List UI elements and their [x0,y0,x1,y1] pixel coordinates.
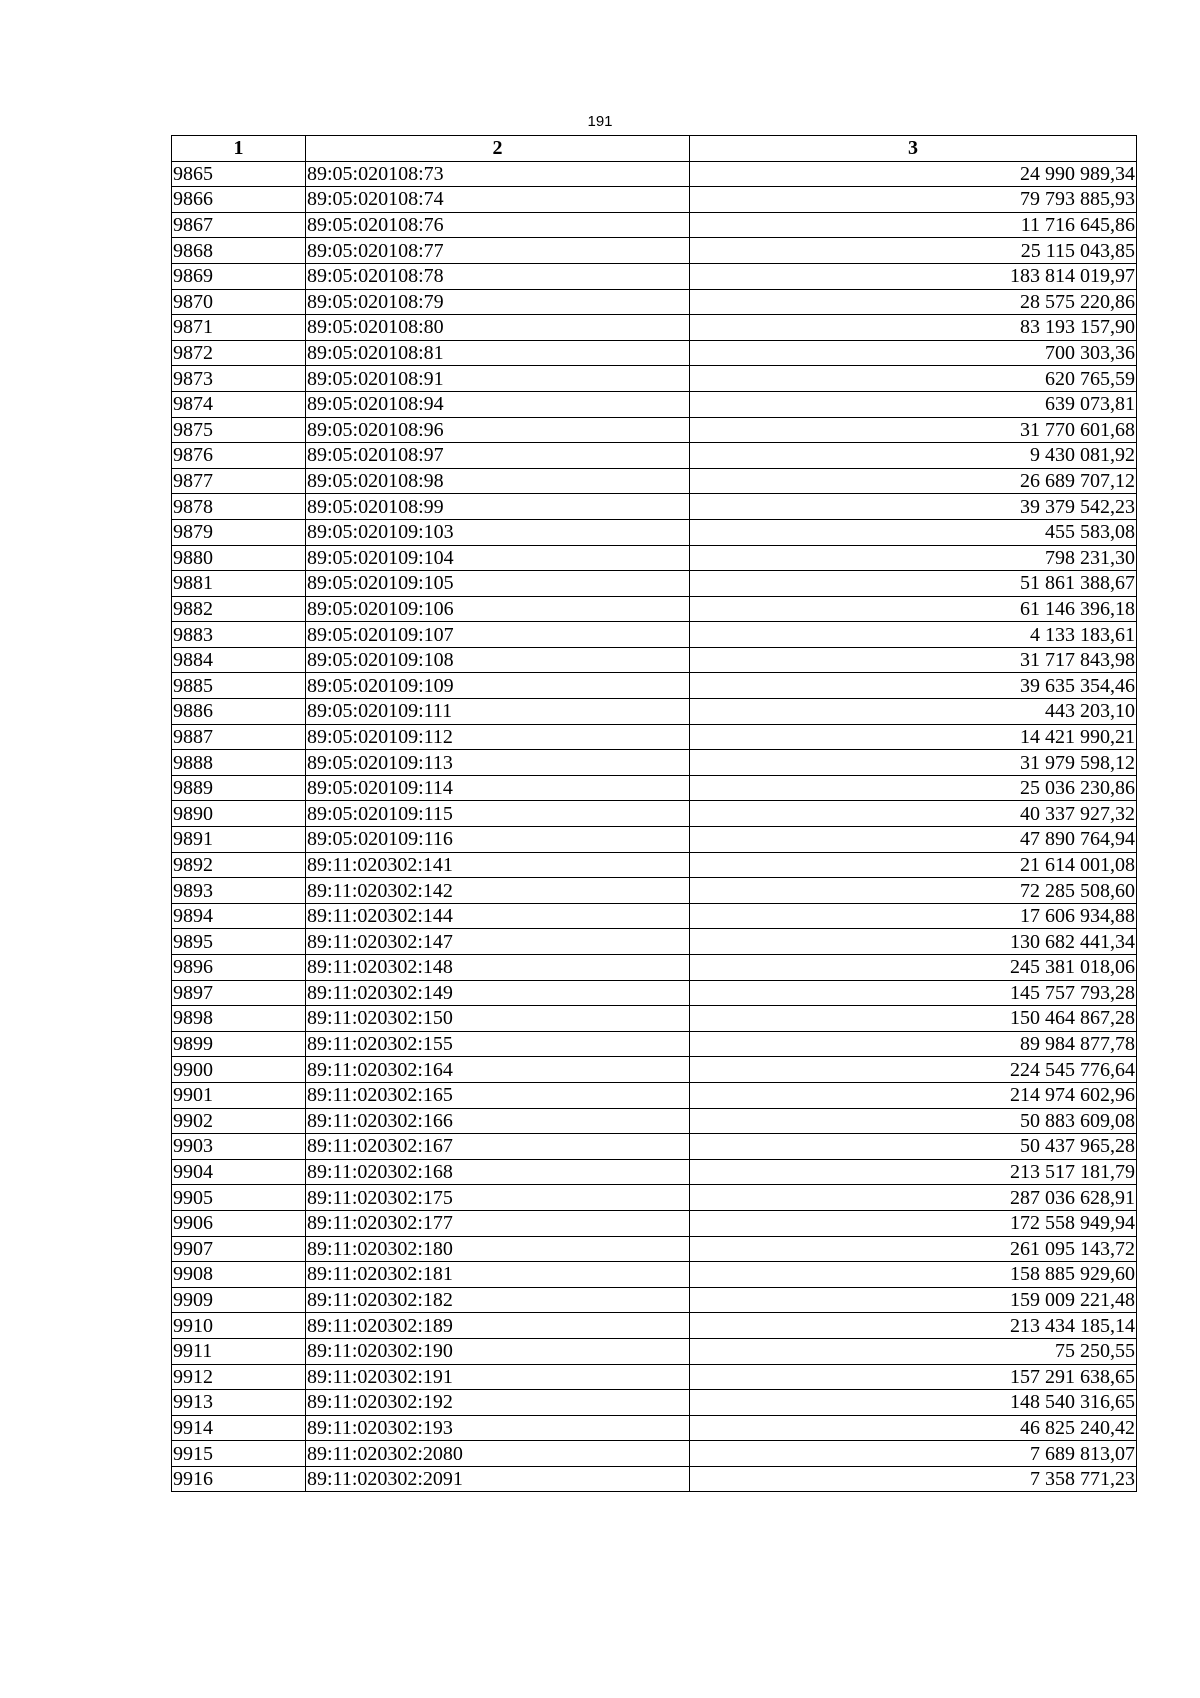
row-number-cell: 9885 [172,673,306,699]
cadastral-number-cell: 89:11:020302:193 [306,1415,690,1441]
cadastral-number-cell: 89:11:020302:191 [306,1364,690,1390]
table-row [172,1466,1137,1492]
table-row [172,1338,1137,1364]
row-number-cell: 9910 [172,1313,306,1339]
cadastral-number-cell: 89:11:020302:149 [306,980,690,1006]
value-cell: 245 381 018,06 [690,955,1137,981]
row-number-cell: 9896 [172,955,306,981]
row-number-cell: 9893 [172,878,306,904]
table-row [172,238,1137,264]
cadastral-number-cell: 89:05:020109:108 [306,647,690,673]
row-number-cell: 9875 [172,417,306,443]
table-row [172,1108,1137,1134]
table-row [172,263,1137,289]
cadastral-number-cell: 89:05:020108:97 [306,443,690,469]
value-cell: 214 974 602,96 [690,1082,1137,1108]
cadastral-number-cell: 89:05:020108:78 [306,263,690,289]
row-number-cell: 9898 [172,1006,306,1032]
row-number-cell: 9886 [172,699,306,725]
value-cell: 17 606 934,88 [690,903,1137,929]
row-number-cell: 9901 [172,1082,306,1108]
cadastral-number-cell: 89:11:020302:168 [306,1159,690,1185]
cadastral-number-cell: 89:05:020109:106 [306,596,690,622]
value-cell: 25 036 230,86 [690,775,1137,801]
cadastral-number-cell: 89:05:020109:113 [306,750,690,776]
row-number-cell: 9882 [172,596,306,622]
row-number-cell: 9905 [172,1185,306,1211]
table-row [172,1236,1137,1262]
row-number-cell: 9876 [172,443,306,469]
cadastral-number-cell: 89:05:020109:115 [306,801,690,827]
cadastral-number-cell: 89:05:020108:98 [306,468,690,494]
value-cell: 31 979 598,12 [690,750,1137,776]
table-row [172,1159,1137,1185]
value-cell: 145 757 793,28 [690,980,1137,1006]
value-cell: 31 770 601,68 [690,417,1137,443]
table-row [172,366,1137,392]
table-row [172,929,1137,955]
value-cell: 72 285 508,60 [690,878,1137,904]
row-number-cell: 9871 [172,315,306,341]
value-cell: 21 614 001,08 [690,852,1137,878]
row-number-cell: 9878 [172,494,306,520]
cadastral-number-cell: 89:05:020108:91 [306,366,690,392]
cadastral-number-cell: 89:11:020302:2091 [306,1466,690,1492]
table-row [172,187,1137,213]
cadastral-number-cell: 89:11:020302:165 [306,1082,690,1108]
value-cell: 213 434 185,14 [690,1313,1137,1339]
row-number-cell: 9877 [172,468,306,494]
cadastral-number-cell: 89:11:020302:192 [306,1390,690,1416]
cadastral-number-cell: 89:11:020302:175 [306,1185,690,1211]
row-number-cell: 9891 [172,827,306,853]
cadastral-number-cell: 89:11:020302:180 [306,1236,690,1262]
table-row [172,1006,1137,1032]
table-row [172,519,1137,545]
row-number-cell: 9916 [172,1466,306,1492]
table-row [172,1134,1137,1160]
value-cell: 9 430 081,92 [690,443,1137,469]
table-row [172,647,1137,673]
row-number-cell: 9867 [172,212,306,238]
row-number-cell: 9908 [172,1262,306,1288]
row-number-cell: 9880 [172,545,306,571]
row-number-cell: 9881 [172,571,306,597]
row-number-cell: 9913 [172,1390,306,1416]
table-row [172,673,1137,699]
column-header-2: 2 [306,136,690,162]
table-header [172,136,1137,162]
row-number-cell: 9911 [172,1338,306,1364]
cadastral-number-cell: 89:11:020302:147 [306,929,690,955]
value-cell: 455 583,08 [690,519,1137,545]
table-row [172,878,1137,904]
row-number-cell: 9884 [172,647,306,673]
cadastral-number-cell: 89:05:020108:77 [306,238,690,264]
row-number-cell: 9894 [172,903,306,929]
cadastral-number-cell: 89:11:020302:182 [306,1287,690,1313]
row-number-cell: 9900 [172,1057,306,1083]
cadastral-number-cell: 89:05:020109:104 [306,545,690,571]
value-cell: 89 984 877,78 [690,1031,1137,1057]
table-row [172,980,1137,1006]
value-cell: 157 291 638,65 [690,1364,1137,1390]
cadastral-number-cell: 89:11:020302:155 [306,1031,690,1057]
row-number-cell: 9874 [172,391,306,417]
value-cell: 798 231,30 [690,545,1137,571]
value-cell: 159 009 221,48 [690,1287,1137,1313]
cadastral-number-cell: 89:11:020302:190 [306,1338,690,1364]
row-number-cell: 9906 [172,1210,306,1236]
value-cell: 46 825 240,42 [690,1415,1137,1441]
table-row [172,596,1137,622]
table-row [172,545,1137,571]
row-number-cell: 9895 [172,929,306,955]
table-row [172,1415,1137,1441]
table-row [172,468,1137,494]
table-row [172,724,1137,750]
row-number-cell: 9890 [172,801,306,827]
value-cell: 11 716 645,86 [690,212,1137,238]
cadastral-number-cell: 89:11:020302:150 [306,1006,690,1032]
value-cell: 130 682 441,34 [690,929,1137,955]
table-row [172,1287,1137,1313]
cadastral-number-cell: 89:05:020109:109 [306,673,690,699]
row-number-cell: 9873 [172,366,306,392]
table-row [172,750,1137,776]
table-row [172,827,1137,853]
value-cell: 39 635 354,46 [690,673,1137,699]
column-header-3: 3 [690,136,1137,162]
table-row [172,417,1137,443]
registry-table [171,135,1137,1492]
value-cell: 14 421 990,21 [690,724,1137,750]
row-number-cell: 9897 [172,980,306,1006]
row-number-cell: 9883 [172,622,306,648]
cadastral-number-cell: 89:05:020108:80 [306,315,690,341]
row-number-cell: 9909 [172,1287,306,1313]
value-cell: 150 464 867,28 [690,1006,1137,1032]
value-cell: 50 883 609,08 [690,1108,1137,1134]
cadastral-number-cell: 89:05:020108:74 [306,187,690,213]
cadastral-number-cell: 89:05:020108:73 [306,161,690,187]
cadastral-number-cell: 89:11:020302:148 [306,955,690,981]
cadastral-number-cell: 89:05:020108:96 [306,417,690,443]
row-number-cell: 9888 [172,750,306,776]
table-row [172,852,1137,878]
row-number-cell: 9904 [172,1159,306,1185]
cadastral-number-cell: 89:11:020302:181 [306,1262,690,1288]
value-cell: 158 885 929,60 [690,1262,1137,1288]
page-number: 191 [587,113,613,130]
table-row [172,622,1137,648]
cadastral-number-cell: 89:11:020302:164 [306,1057,690,1083]
cadastral-number-cell: 89:05:020108:99 [306,494,690,520]
row-number-cell: 9914 [172,1415,306,1441]
cadastral-number-cell: 89:05:020109:114 [306,775,690,801]
table-row [172,494,1137,520]
row-number-cell: 9889 [172,775,306,801]
cadastral-number-cell: 89:11:020302:2080 [306,1441,690,1467]
table-row [172,1057,1137,1083]
table-row [172,571,1137,597]
value-cell: 7 358 771,23 [690,1466,1137,1492]
cadastral-number-cell: 89:05:020109:111 [306,699,690,725]
cadastral-number-cell: 89:05:020109:105 [306,571,690,597]
value-cell: 50 437 965,28 [690,1134,1137,1160]
cadastral-number-cell: 89:11:020302:142 [306,878,690,904]
row-number-cell: 9865 [172,161,306,187]
value-cell: 75 250,55 [690,1338,1137,1364]
table-row [172,443,1137,469]
table-row [172,391,1137,417]
table-row [172,1082,1137,1108]
value-cell: 79 793 885,93 [690,187,1137,213]
value-cell: 172 558 949,94 [690,1210,1137,1236]
value-cell: 83 193 157,90 [690,315,1137,341]
cadastral-number-cell: 89:11:020302:189 [306,1313,690,1339]
value-cell: 148 540 316,65 [690,1390,1137,1416]
value-cell: 61 146 396,18 [690,596,1137,622]
row-number-cell: 9903 [172,1134,306,1160]
cadastral-number-cell: 89:05:020109:112 [306,724,690,750]
cadastral-number-cell: 89:11:020302:141 [306,852,690,878]
row-number-cell: 9866 [172,187,306,213]
value-cell: 28 575 220,86 [690,289,1137,315]
cadastral-number-cell: 89:05:020108:94 [306,391,690,417]
value-cell: 26 689 707,12 [690,468,1137,494]
row-number-cell: 9872 [172,340,306,366]
value-cell: 261 095 143,72 [690,1236,1137,1262]
table-row [172,775,1137,801]
value-cell: 639 073,81 [690,391,1137,417]
row-number-cell: 9907 [172,1236,306,1262]
value-cell: 287 036 628,91 [690,1185,1137,1211]
table-row [172,340,1137,366]
value-cell: 224 545 776,64 [690,1057,1137,1083]
cadastral-number-cell: 89:05:020109:107 [306,622,690,648]
table-row [172,1262,1137,1288]
table-row [172,699,1137,725]
row-number-cell: 9902 [172,1108,306,1134]
table-row [172,1185,1137,1211]
value-cell: 24 990 989,34 [690,161,1137,187]
value-cell: 183 814 019,97 [690,263,1137,289]
table-row [172,1210,1137,1236]
table-row [172,315,1137,341]
row-number-cell: 9899 [172,1031,306,1057]
table-body [172,161,1137,1492]
row-number-cell: 9887 [172,724,306,750]
value-cell: 31 717 843,98 [690,647,1137,673]
row-number-cell: 9868 [172,238,306,264]
cadastral-number-cell: 89:05:020109:116 [306,827,690,853]
table-row [172,212,1137,238]
value-cell: 700 303,36 [690,340,1137,366]
value-cell: 4 133 183,61 [690,622,1137,648]
value-cell: 47 890 764,94 [690,827,1137,853]
value-cell: 7 689 813,07 [690,1441,1137,1467]
column-header-1: 1 [172,136,306,162]
table-row [172,801,1137,827]
row-number-cell: 9892 [172,852,306,878]
value-cell: 620 765,59 [690,366,1137,392]
cadastral-number-cell: 89:11:020302:144 [306,903,690,929]
table-row [172,1313,1137,1339]
table-row [172,903,1137,929]
value-cell: 25 115 043,85 [690,238,1137,264]
table-row [172,1390,1137,1416]
cadastral-number-cell: 89:05:020108:79 [306,289,690,315]
value-cell: 213 517 181,79 [690,1159,1137,1185]
row-number-cell: 9915 [172,1441,306,1467]
cadastral-number-cell: 89:05:020108:81 [306,340,690,366]
row-number-cell: 9869 [172,263,306,289]
cadastral-number-cell: 89:11:020302:177 [306,1210,690,1236]
value-cell: 51 861 388,67 [690,571,1137,597]
value-cell: 443 203,10 [690,699,1137,725]
row-number-cell: 9870 [172,289,306,315]
cadastral-number-cell: 89:11:020302:167 [306,1134,690,1160]
cadastral-number-cell: 89:05:020108:76 [306,212,690,238]
table-row [172,161,1137,187]
table-row [172,955,1137,981]
cadastral-number-cell: 89:05:020109:103 [306,519,690,545]
cadastral-number-cell: 89:11:020302:166 [306,1108,690,1134]
value-cell: 40 337 927,32 [690,801,1137,827]
table-row [172,1364,1137,1390]
table-row [172,289,1137,315]
header-row [172,136,1137,162]
table-row [172,1031,1137,1057]
table-row [172,1441,1137,1467]
value-cell: 39 379 542,23 [690,494,1137,520]
row-number-cell: 9912 [172,1364,306,1390]
row-number-cell: 9879 [172,519,306,545]
